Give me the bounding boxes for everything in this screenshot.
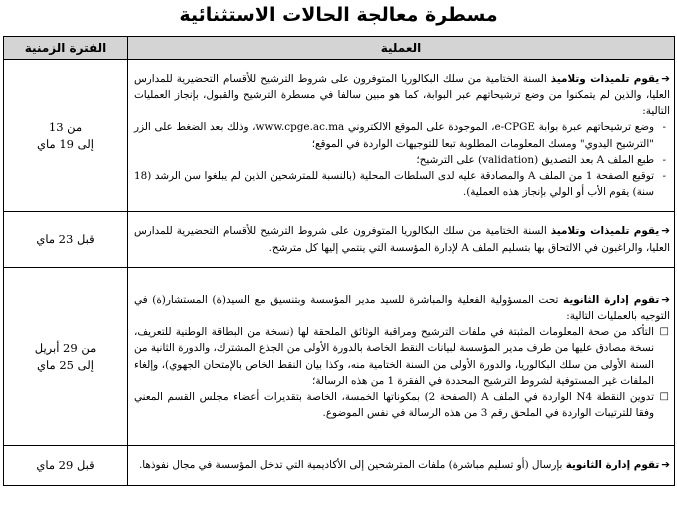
arrow-left-icon: ➔ xyxy=(661,225,671,238)
page-title: مسطرة معالجة الحالات الاستثنائية xyxy=(179,4,498,26)
operation-cell xyxy=(128,212,675,268)
list-item: □ تدوين النقطة N4 الواردة في الملف A (الصفحة 2) بمكوناتها الخمسة، الخاصة بتقديرات أعضاء مجلس القسم المعني وفقا للترتيبات الواردة في الملحق رقم 3 من هذه الرسالة في نفس الموضوع. xyxy=(134,389,654,421)
period-line: قبل 23 ماي xyxy=(36,232,95,246)
period-line: قبل 29 ماي xyxy=(36,458,95,472)
row-intro: السنة الختامية من سلك البكالوريا المتوفرون على شروط الترشيح للأقسام التحضيرية للمدارس العليا، والراغبون في الالتحاق بها بتسليم الملف A لإدارة المؤسسة التي ينتمي إليها كل مترشح. xyxy=(134,225,670,254)
period-cell xyxy=(4,446,128,486)
list-item: □ التأكد من صحة المعلومات المثبتة في ملفات الترشيح ومراقبة الوثائق الملحقة لها (نسخة من البطاقة الوطنية للتعريف، نسخة مصادق عليها من طرف مدير المؤسسة لبيانات النقط الخاصة بالدورة الأولى من الجذع المشترك، والدورة الثانية من السنة الأولى من سلك البكالوريا، والدورة الأولى من السنة الختامية منه، وكذا بيان النقط الخاص بالإمتحان الجهوي)، وإلغاء الملفات غير المستوفية لشروط الترشيح المحددة في الفقرة 1 من هذه الرسالة؛ xyxy=(134,324,654,389)
period-line: من 13 xyxy=(48,119,83,134)
row-lead: يقوم تلميذات وتلاميذ xyxy=(550,72,660,85)
table-row xyxy=(4,60,675,212)
operation-cell xyxy=(128,446,675,486)
procedure-table xyxy=(3,36,675,486)
period-line: إلى 19 ماي xyxy=(37,136,94,151)
list-item: - وضع ترشيحاتهم عبرة بوابة e-CPGE، الموجودة على الموقع الالكتروني www.cpge.ac.ma، وذلك بعد الضغط على الزر "الترشيح اليدوي" ومسك المعلومات المطلوبة تبعا للتوجيهات الواردة في الموقع؛ xyxy=(134,119,654,151)
period-line: من 29 أبريل xyxy=(34,340,97,355)
list-item: - طبع الملف A بعد التصديق (validation) على الترشيح؛ xyxy=(134,152,654,168)
list-item: - توقيع الصفحة 1 من الملف A والمصادقة عليه لدى السلطات المحلية (بالنسبة للمترشحين الذين لم يبلغوا سن الرشد (18 سنة) يقوم الأب أو الولي بإنجاز هذه العملية). xyxy=(134,168,654,200)
arrow-left-icon: ➔ xyxy=(661,72,671,85)
row-intro: السنة الختامية من سلك البكالوريا المتوفرون على شروط الترشيح للأقسام التحضيرية للمدارس العليا، والذين لم يتمكنوا من وضع ترشيحاتهم عبر البوابة، كما هو مبين سالفا في مسطرة الترشيح والقبول، بإنجاز العمليات التالية: xyxy=(134,72,670,118)
item-list xyxy=(134,324,670,421)
table-row xyxy=(4,268,675,446)
arrow-left-icon: ➔ xyxy=(661,459,670,472)
header-period: الفترة الزمنية xyxy=(4,37,128,60)
period-cell xyxy=(4,60,128,212)
item-list xyxy=(134,119,670,200)
period-line: إلى 25 ماي xyxy=(37,357,94,372)
operation-cell xyxy=(128,60,675,212)
header-operation: العملية xyxy=(128,37,675,60)
table-header-row xyxy=(4,37,675,60)
operation-cell xyxy=(128,268,675,446)
period-cell xyxy=(4,268,128,446)
row-lead: تقوم إدارة الثانوية xyxy=(563,293,660,306)
row-lead: تقوم إدارة الثانوية xyxy=(565,459,660,472)
table-row xyxy=(4,212,675,268)
period-cell xyxy=(4,212,128,268)
table-row xyxy=(4,446,675,486)
row-lead: يقوم تلميذات وتلاميذ xyxy=(550,225,660,238)
arrow-left-icon: ➔ xyxy=(661,293,671,306)
row-intro: بإرسال (أو تسليم مباشرة) ملفات المترشحين إلى الأكاديمية التي تدخل المؤسسة في مجال نفوذها. xyxy=(138,459,566,472)
row-intro: تحت المسؤولية الفعلية والمباشرة للسيد مدير المؤسسة وبتنسيق مع السيد(ة) المستشار(ة) في التوجيه بالعمليات التالية: xyxy=(134,293,670,322)
